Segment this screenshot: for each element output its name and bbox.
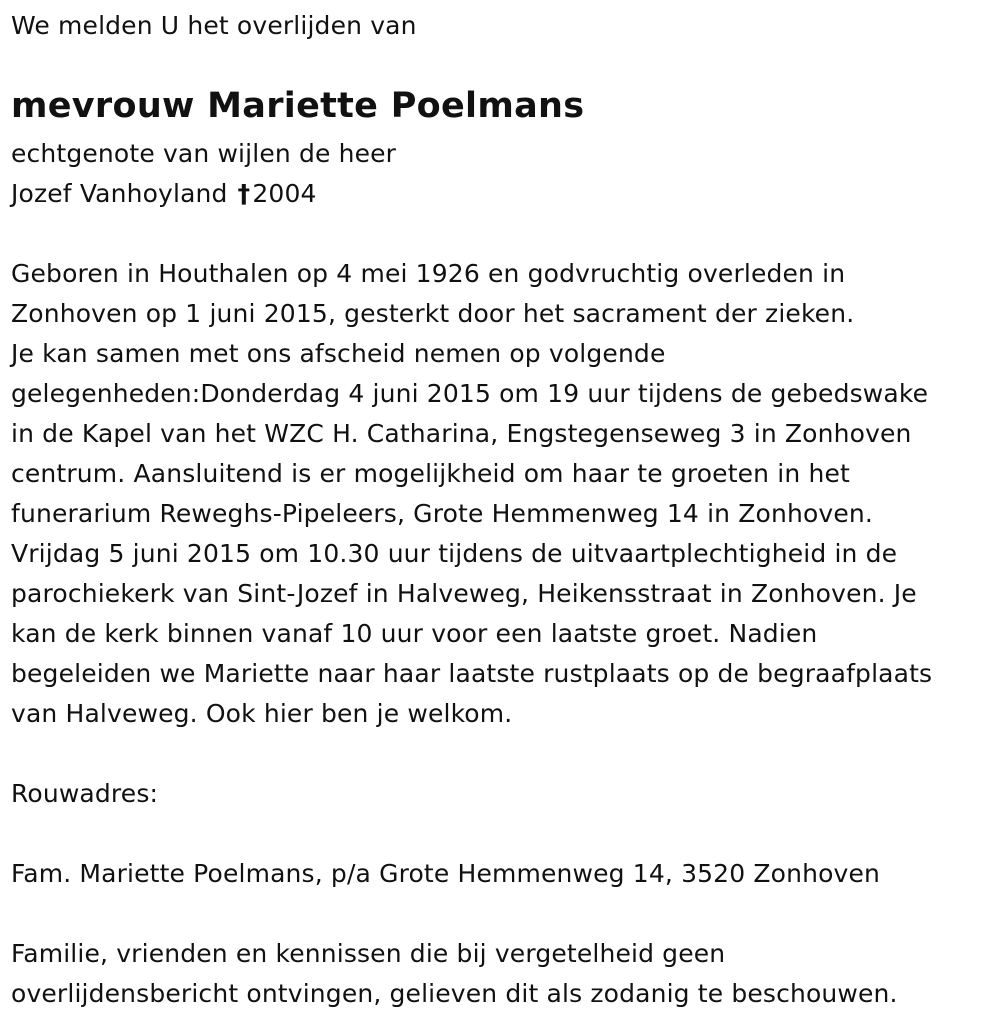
rouwadres-address: Fam. Mariette Poelmans, p/a Grote Hemmenweg 14, 3520 Zonhoven [11,859,881,888]
deceased-name: mevrouw Mariette Poelmans [11,86,585,126]
body-line: Je kan samen met ons afscheid nemen op volgende [11,339,666,368]
body-line: in de Kapel van het WZC H. Catharina, Engstegenseweg 3 in Zonhoven [11,419,912,448]
body-line: Zonhoven op 1 juni 2015, gesterkt door het sacrament der zieken. [11,299,855,328]
body-line: Vrijdag 5 juni 2015 om 10.30 uur tijdens de uitvaartplechtigheid in de [11,539,898,568]
spouse-death-year: 2004 [252,179,317,208]
closing-note [11,934,898,1014]
intro-text: We melden U het overlijden van [11,11,417,40]
obituary-body [11,254,932,734]
body-line: funerarium Reweghs-Pipeleers, Grote Hemmenweg 14 in Zonhoven. [11,499,873,528]
rouwadres-label: Rouwadres: [11,779,159,808]
body-line: parochiekerk van Sint-Jozef in Halveweg, Heikensstraat in Zonhoven. Je [11,579,917,608]
body-line: centrum. Aansluitend is er mogelijkheid om haar te groeten in het [11,459,850,488]
body-line: kan de kerk binnen vanaf 10 uur voor een laatste groet. Nadien [11,619,818,648]
spouse-name: Jozef Vanhoyland [11,179,228,208]
cross-icon: † [237,179,251,208]
body-line: van Halveweg. Ook hier ben je welkom. [11,699,513,728]
body-line: gelegenheden:Donderdag 4 juni 2015 om 19 uur tijdens de gebedswake [11,379,929,408]
body-line: Geboren in Houthalen op 4 mei 1926 en godvruchtig overleden in [11,259,846,288]
closing-line: overlijdensbericht ontvingen, gelieven dit als zodanig te beschouwen. [11,979,898,1008]
spouse-name-line [11,174,396,214]
body-line: begeleiden we Mariette naar haar laatste rustplaats op de begraafplaats [11,659,933,688]
spouse-relation: echtgenote van wijlen de heer [11,139,397,168]
spouse-info [11,134,396,214]
closing-line: Familie, vrienden en kennissen die bij vergetelheid geen [11,939,726,968]
